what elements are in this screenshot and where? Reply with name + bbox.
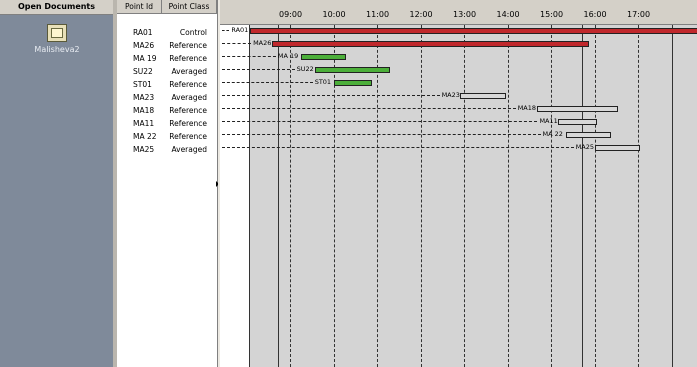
bar-label: MA 22 — [542, 130, 563, 138]
point-id-cell[interactable]: ST01 — [133, 80, 152, 89]
occupation-bar[interactable] — [315, 67, 390, 73]
lead-line — [222, 69, 295, 70]
occupation-bar[interactable] — [595, 145, 641, 151]
lead-line — [222, 30, 229, 31]
bar-label: ST01 — [314, 78, 332, 86]
hour-gridline — [290, 25, 291, 367]
point-class-cell[interactable]: Reference — [169, 41, 207, 50]
hour-tick-label: 10:00 — [322, 10, 346, 19]
session-boundary-line — [278, 25, 279, 367]
bar-label: RA01 — [231, 26, 249, 34]
point-id-cell[interactable]: MA 19 — [133, 54, 157, 63]
occupation-bar[interactable] — [558, 119, 596, 125]
hour-tick-label: 15:00 — [540, 10, 564, 19]
open-documents-header: Open Documents — [0, 0, 113, 15]
point-class-column-header[interactable]: Point Class — [162, 0, 217, 14]
hour-gridline — [595, 25, 596, 367]
point-id-cell[interactable]: MA18 — [133, 106, 155, 115]
lead-line — [222, 147, 574, 148]
hour-gridline — [464, 25, 465, 367]
hour-gridline — [638, 25, 639, 367]
bar-label: MA26 — [253, 39, 272, 47]
point-id-cell[interactable]: MA11 — [133, 119, 155, 128]
timeline-lead-area — [220, 25, 250, 367]
point-id-cell[interactable]: RA01 — [133, 28, 153, 37]
point-class-cell[interactable]: Reference — [169, 54, 207, 63]
point-class-cell[interactable]: Averaged — [171, 67, 207, 76]
point-class-cell[interactable]: Control — [179, 28, 207, 37]
timeline-chart — [220, 0, 697, 367]
occupation-bar[interactable] — [460, 93, 506, 99]
document-item[interactable] — [22, 24, 92, 54]
occupation-bar[interactable] — [537, 106, 619, 112]
hour-tick-label: 11:00 — [366, 10, 390, 19]
hour-tick-label: 12:00 — [409, 10, 433, 19]
session-boundary-line — [582, 25, 583, 367]
document-icon[interactable] — [47, 24, 67, 42]
hour-gridline — [551, 25, 552, 367]
lead-line — [222, 82, 313, 83]
document-label: Malisheva2 — [34, 45, 80, 54]
bar-label: MA23 — [441, 91, 460, 99]
open-documents-panel — [0, 0, 114, 367]
hour-gridline — [334, 25, 335, 367]
point-id-cell[interactable]: MA26 — [133, 41, 155, 50]
lead-line — [222, 121, 537, 122]
bar-label: MA18 — [517, 104, 537, 112]
point-class-cell[interactable]: Averaged — [171, 145, 207, 154]
session-boundary-line — [249, 25, 250, 367]
occupation-bar[interactable] — [566, 132, 612, 138]
point-id-cell[interactable]: SU22 — [133, 67, 153, 76]
lead-line — [222, 134, 541, 135]
hour-tick-label: 09:00 — [279, 10, 303, 19]
bar-label: MA11 — [539, 117, 558, 125]
point-id-cell[interactable]: MA25 — [133, 145, 155, 154]
bar-label: MA 19 — [277, 52, 299, 60]
point-id-column-header[interactable]: Point Id — [117, 0, 162, 14]
hour-gridline — [508, 25, 509, 367]
hour-tick-label: 17:00 — [627, 10, 651, 19]
occupation-bar[interactable] — [334, 80, 372, 86]
hour-gridline — [377, 25, 378, 367]
hour-tick-label: 14:00 — [496, 10, 520, 19]
point-id-cell[interactable]: MA 22 — [133, 132, 157, 141]
session-boundary-line — [672, 25, 673, 367]
lead-line — [222, 43, 251, 44]
bar-label: MA25 — [575, 143, 595, 151]
hour-tick-label: 16:00 — [583, 10, 607, 19]
point-class-cell[interactable]: Reference — [169, 80, 207, 89]
occupation-bar[interactable] — [301, 54, 347, 60]
point-id-cell[interactable]: MA23 — [133, 93, 155, 102]
point-table — [117, 0, 218, 367]
lead-line — [222, 95, 440, 96]
hour-gridline — [421, 25, 422, 367]
occupation-bar[interactable] — [272, 41, 589, 47]
bar-label: SU22 — [296, 65, 314, 73]
lead-line — [222, 56, 276, 57]
point-class-cell[interactable]: Reference — [169, 132, 207, 141]
lead-line — [222, 108, 516, 109]
point-class-cell[interactable]: Averaged — [171, 93, 207, 102]
point-class-cell[interactable]: Reference — [169, 106, 207, 115]
hour-tick-label: 13:00 — [453, 10, 477, 19]
point-class-cell[interactable]: Reference — [169, 119, 207, 128]
occupation-bar[interactable] — [250, 28, 697, 34]
